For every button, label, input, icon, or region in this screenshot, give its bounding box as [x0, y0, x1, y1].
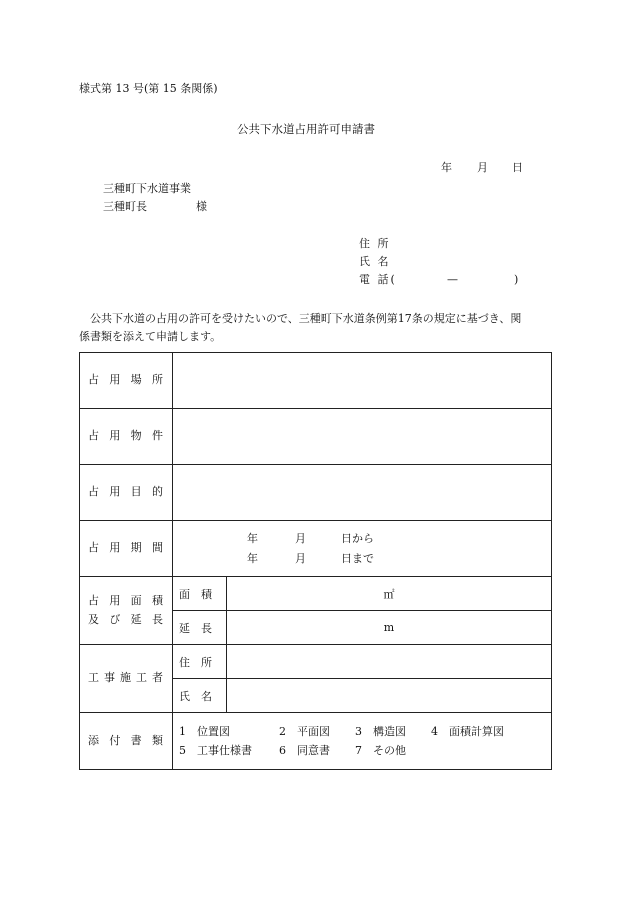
addressee-org: 三種町下水道事業 — [103, 182, 191, 195]
date-year: 年 — [441, 161, 452, 174]
contractor-address-label: 住所 — [179, 655, 212, 669]
applicant-phone-close: ) — [514, 273, 519, 286]
period-label: 占用期間 — [88, 541, 163, 555]
area-label-line1: 占用面積 — [88, 593, 163, 607]
attachment-item[interactable]: 4 面積計算図 — [431, 724, 504, 738]
object-value-cell[interactable] — [173, 409, 552, 465]
row-area — [80, 577, 552, 611]
purpose-label: 占用目的 — [88, 485, 163, 499]
area-label-cell — [80, 577, 173, 645]
applicant-phone-dash: — — [447, 273, 458, 286]
area-sub-label: 面積 — [179, 587, 212, 601]
length-value-cell[interactable] — [227, 611, 552, 645]
row-period — [80, 521, 552, 577]
contractor-label-cell — [80, 645, 173, 713]
attachment-item[interactable]: 3 構造図 — [355, 724, 406, 738]
attachments-label: 添付書類 — [88, 733, 163, 747]
period-until-day: 日まで — [341, 552, 374, 565]
purpose-value-cell[interactable] — [173, 465, 552, 521]
place-value-cell[interactable] — [173, 353, 552, 409]
attachments-list-cell — [173, 713, 552, 770]
addressee-person: 三種町長 — [103, 200, 147, 213]
date-month: 月 — [477, 161, 488, 174]
area-unit: ㎡ — [383, 587, 395, 601]
length-sub-label-cell — [173, 611, 227, 645]
body-text-line2: 係書類を添えて申請します。 — [79, 330, 222, 343]
application-table — [79, 352, 552, 770]
period-from-month: 月 — [295, 532, 306, 545]
period-value-cell[interactable] — [173, 521, 552, 577]
attachment-item[interactable]: 5 工事仕様書 — [179, 744, 252, 757]
contractor-name-value-cell[interactable] — [227, 679, 552, 713]
contractor-name-label-cell — [173, 679, 227, 713]
row-contractor-address — [80, 645, 552, 679]
row-place — [80, 353, 552, 409]
attachment-item[interactable]: 6 同意書 — [279, 744, 330, 757]
period-until-year: 年 — [247, 552, 258, 565]
purpose-label-cell — [80, 465, 173, 521]
length-unit: m — [383, 621, 395, 634]
contractor-address-label-cell — [173, 645, 227, 679]
attachment-item[interactable]: 2 平面図 — [279, 724, 330, 738]
form-number: 様式第 13 号(第 15 条関係) — [79, 82, 218, 95]
area-sub-label-cell — [173, 577, 227, 611]
period-from-year: 年 — [247, 532, 258, 545]
object-label-cell — [80, 409, 173, 465]
date-day: 日 — [512, 161, 523, 174]
attachment-item[interactable]: 7 その他 — [355, 744, 406, 757]
applicant-phone-label: 電 話( — [359, 273, 397, 286]
attachment-item[interactable]: 1 位置図 — [179, 724, 230, 738]
document-title: 公共下水道占用許可申請書 — [237, 122, 375, 136]
attachments-label-cell — [80, 713, 173, 770]
applicant-name-label: 氏 名 — [359, 255, 391, 268]
object-label: 占用物件 — [88, 429, 163, 443]
period-label-cell — [80, 521, 173, 577]
contractor-address-value-cell[interactable] — [227, 645, 552, 679]
row-object — [80, 409, 552, 465]
contractor-label: 工事施工者 — [88, 671, 163, 685]
applicant-address-label: 住 所 — [359, 237, 391, 250]
place-label: 占用場所 — [88, 373, 163, 387]
contractor-name-label: 氏名 — [179, 689, 212, 703]
body-text-line1: 公共下水道の占用の許可を受けたいので、三種町下水道条例第17条の規定に基づき、関 — [90, 312, 522, 325]
period-from-day: 日から — [341, 532, 374, 545]
area-label-line2: 及び延長 — [88, 612, 163, 626]
area-value-cell[interactable] — [227, 577, 552, 611]
period-until-month: 月 — [295, 552, 306, 565]
row-purpose — [80, 465, 552, 521]
row-attachments — [80, 713, 552, 770]
length-sub-label: 延長 — [179, 621, 212, 635]
place-label-cell — [80, 353, 173, 409]
addressee-honorific: 様 — [196, 200, 207, 213]
